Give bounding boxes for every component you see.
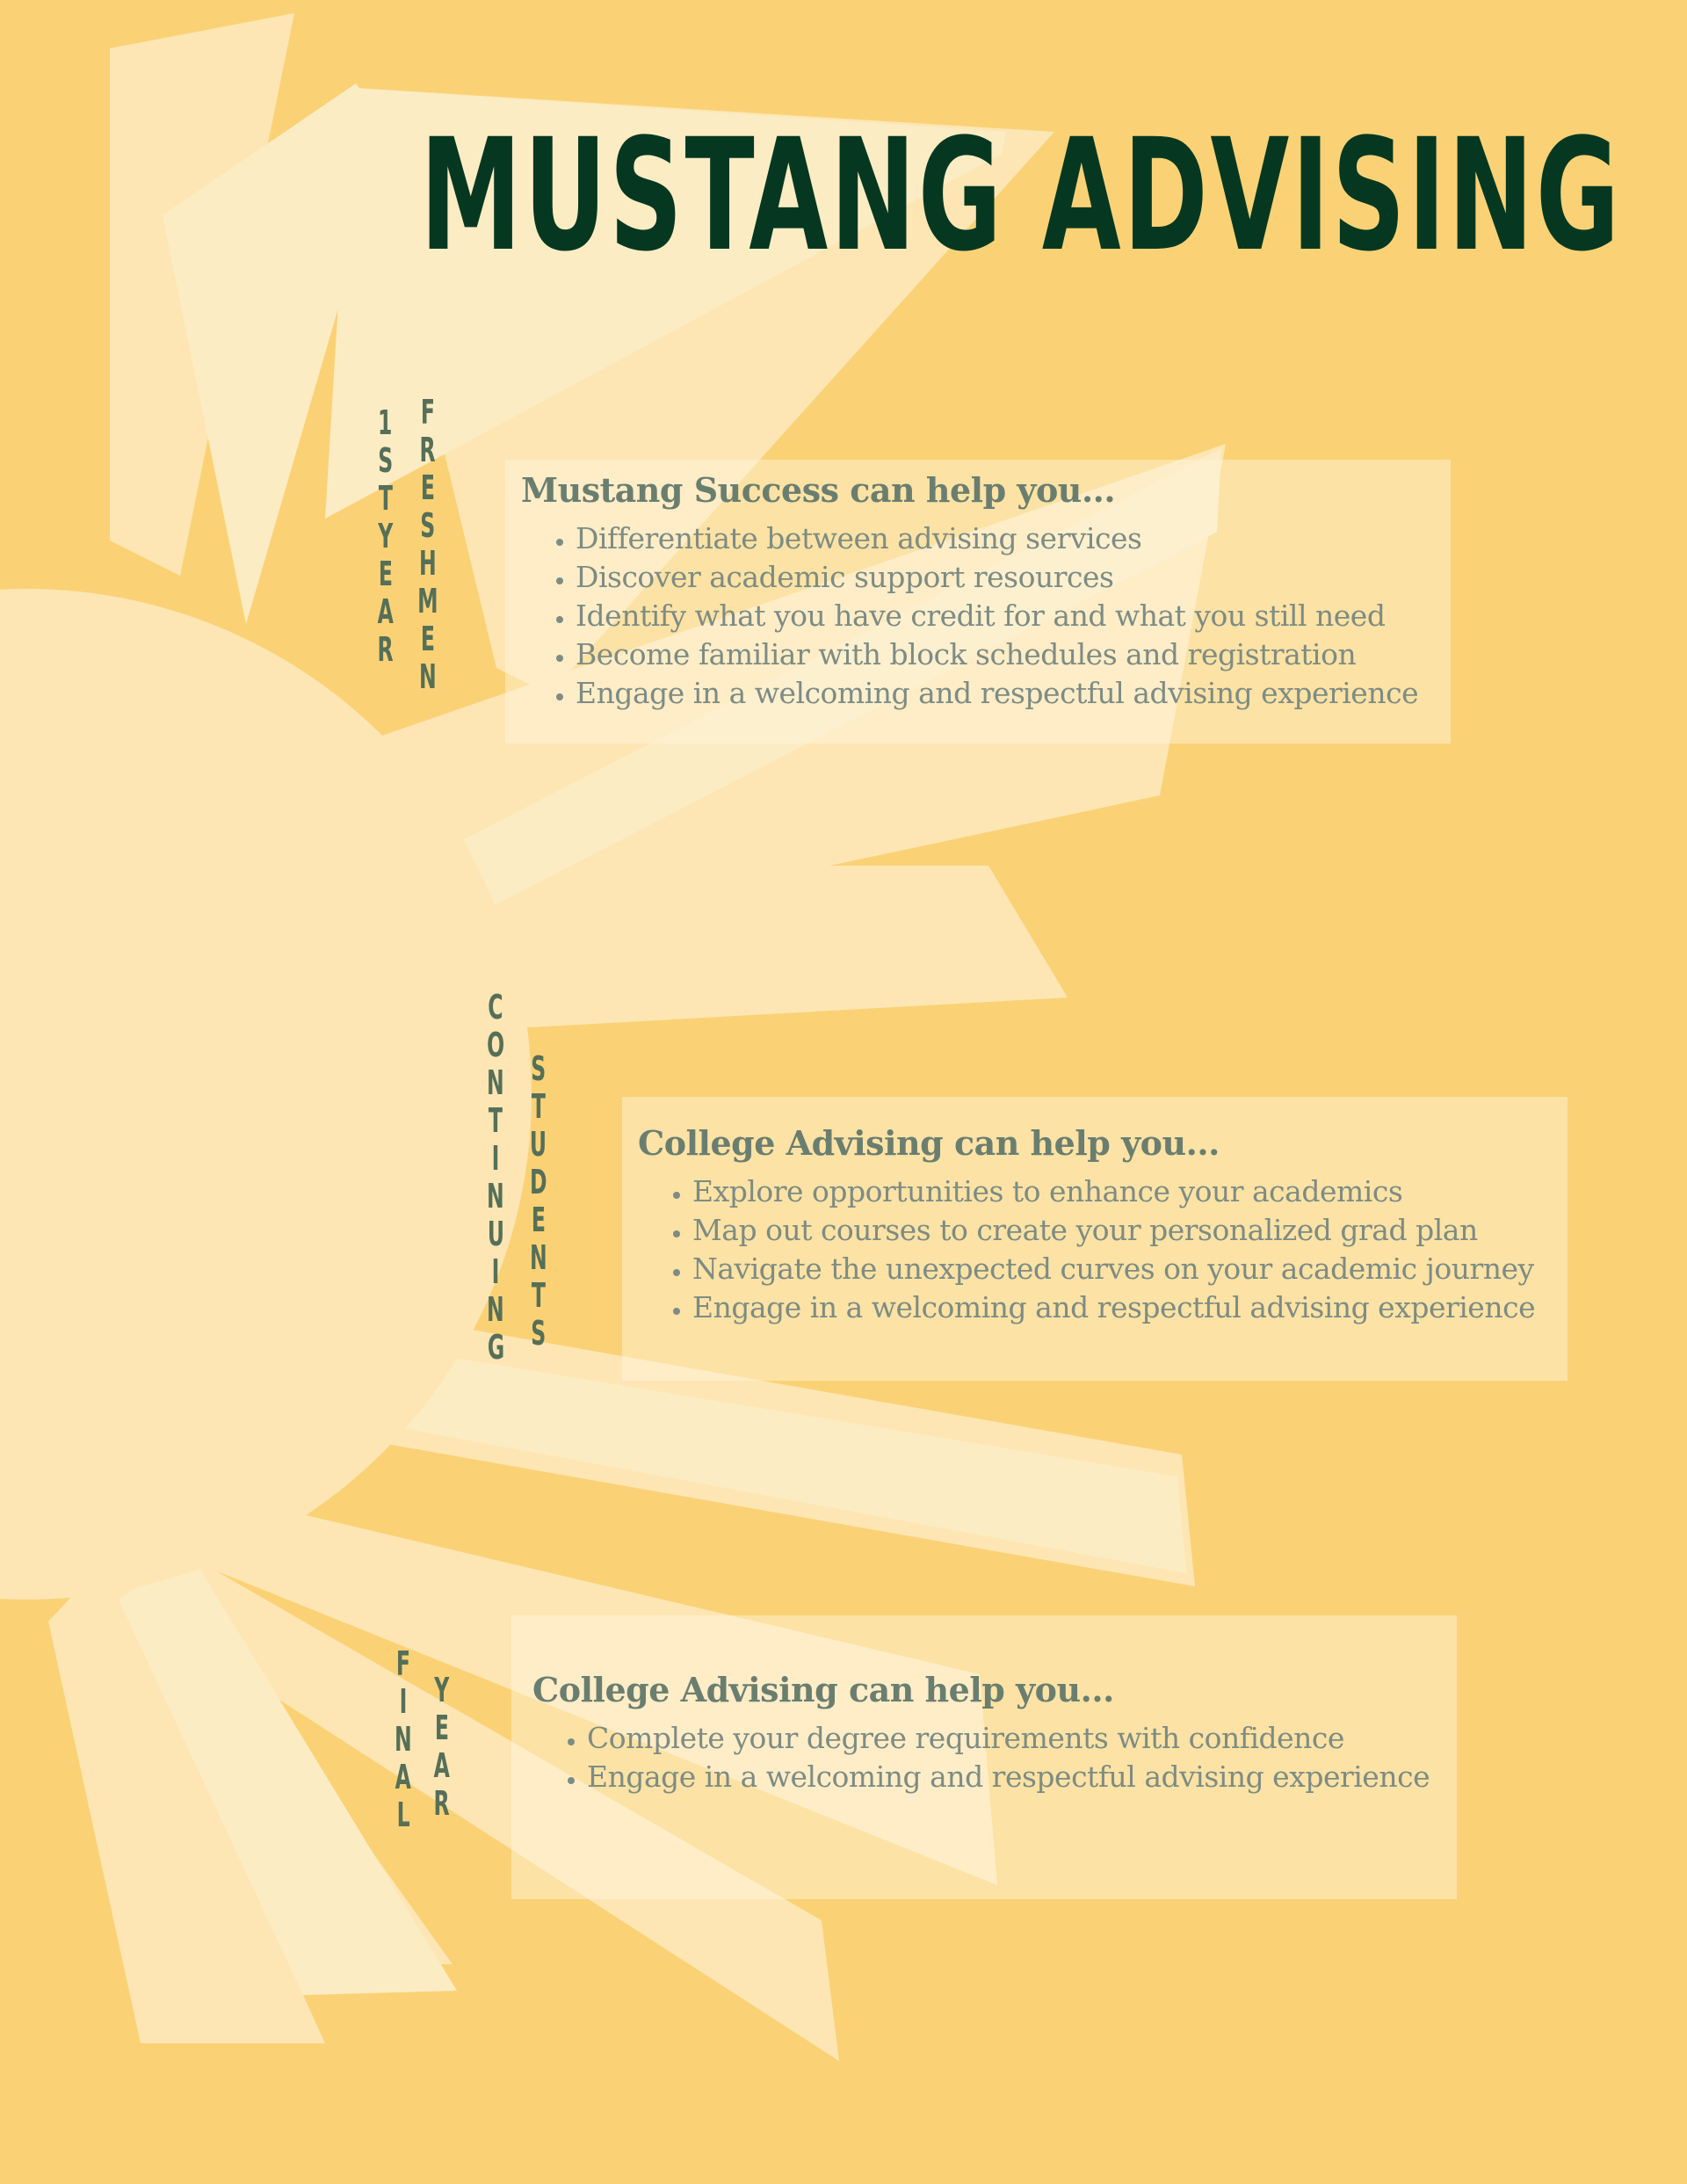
vertical-label-letter: N: [487, 1177, 505, 1215]
vertical-label-final: [389, 1645, 417, 1834]
vertical-label-letter: U: [487, 1215, 504, 1253]
list-item: • Engage in a welcoming and respectful advising experience: [692, 1288, 1552, 1327]
list-item: • Engage in a welcoming and respectful advising experience: [587, 1758, 1436, 1796]
vertical-label-letter: T: [489, 1101, 503, 1140]
vertical-label-letter: F: [420, 393, 435, 432]
list-item: • Navigate the unexpected curves on your academic journey: [692, 1250, 1552, 1288]
vertical-label-letter: E: [420, 468, 435, 507]
section-card-continuing-students: [622, 1097, 1568, 1381]
vertical-label-letter: S: [420, 506, 436, 545]
vertical-label-letter: S: [531, 1049, 547, 1088]
list-item: • Become familiar with block schedules and registration: [576, 635, 1435, 674]
section-heading: Mustang Success can help you...: [521, 470, 1116, 510]
vertical-label-letter: R: [377, 630, 394, 669]
vertical-label-letter: N: [419, 657, 437, 696]
section-list: [638, 1172, 1552, 1327]
vertical-label-letter: U: [530, 1125, 547, 1164]
list-item: • Engage in a welcoming and respectful advising experience: [576, 674, 1435, 713]
vertical-label-1st-year: [373, 404, 398, 669]
vertical-label-letter: F: [395, 1644, 410, 1683]
vertical-label-letter: T: [531, 1276, 546, 1315]
vertical-label-letter: I: [491, 1139, 500, 1178]
vertical-label-letter: A: [377, 592, 394, 631]
vertical-label-students: [525, 1050, 553, 1353]
vertical-label-letter: E: [531, 1201, 546, 1239]
vertical-label-letter: I: [399, 1682, 408, 1721]
list-item: • Differentiate between advising services: [576, 519, 1435, 558]
vertical-label-letter: S: [378, 441, 394, 480]
vertical-label-letter: O: [487, 1026, 505, 1064]
vertical-label-letter: E: [378, 555, 393, 593]
list-item: • Identify what you have credit for and what you still need: [576, 597, 1435, 635]
vertical-label-letter: N: [487, 1063, 505, 1102]
section-card-freshmen: [505, 460, 1451, 744]
vertical-label-letter: H: [419, 544, 437, 583]
vertical-label-letter: E: [420, 620, 435, 658]
vertical-label-letter: N: [395, 1720, 412, 1759]
vertical-label-letter: D: [530, 1163, 547, 1201]
vertical-label-letter: N: [487, 1290, 505, 1329]
vertical-label-letter: R: [433, 1784, 450, 1823]
vertical-label-letter: N: [530, 1238, 547, 1277]
list-item: • Explore opportunities to enhance your academics: [692, 1172, 1552, 1211]
vertical-label-letter: Y: [378, 517, 394, 555]
section-card-final-year: [511, 1615, 1457, 1899]
vertical-label-year: [429, 1672, 454, 1823]
vertical-label-letter: 1: [378, 403, 393, 442]
vertical-label-letter: Y: [434, 1671, 450, 1709]
vertical-label-letter: I: [491, 1252, 500, 1291]
vertical-label-letter: T: [531, 1087, 546, 1126]
vertical-label-letter: L: [396, 1796, 410, 1834]
vertical-label-letter: A: [433, 1746, 450, 1785]
vertical-label-letter: E: [434, 1709, 449, 1747]
vertical-label-letter: C: [488, 988, 503, 1027]
vertical-label-letter: A: [395, 1758, 412, 1796]
page-title: MUSTANG ADVISING: [420, 105, 1622, 286]
list-item: • Complete your degree requirements with confidence: [587, 1719, 1436, 1758]
list-item: • Discover academic support resources: [576, 558, 1435, 597]
vertical-label-letter: S: [531, 1314, 547, 1353]
vertical-label-letter: M: [417, 582, 438, 620]
vertical-label-letter: T: [378, 479, 393, 518]
section-list: [532, 1719, 1436, 1796]
vertical-label-letter: G: [487, 1328, 504, 1367]
section-list: [521, 519, 1435, 713]
vertical-label-freshmen: [411, 394, 445, 696]
vertical-label-continuing: [481, 989, 510, 1367]
section-heading: College Advising can help you...: [638, 1123, 1220, 1163]
list-item: • Map out courses to create your personalized grad plan: [692, 1211, 1552, 1250]
vertical-label-letter: R: [419, 431, 436, 469]
section-heading: College Advising can help you...: [532, 1670, 1114, 1709]
